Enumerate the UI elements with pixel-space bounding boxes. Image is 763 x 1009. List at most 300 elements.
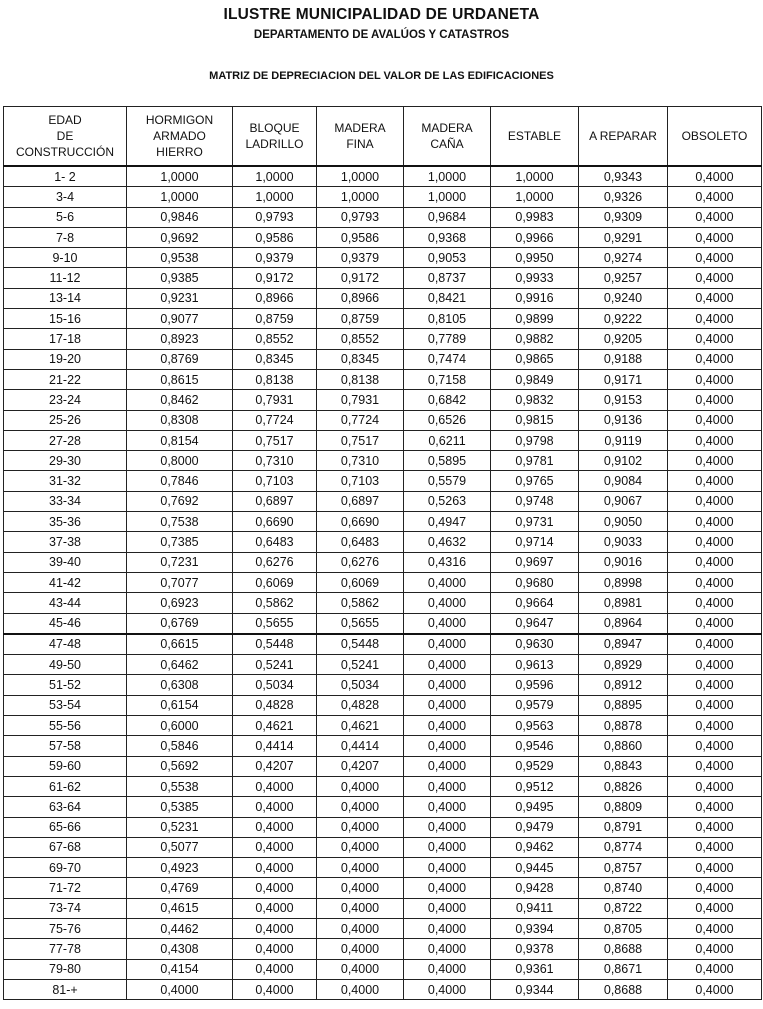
depreciation-value-cell: 0,4000 xyxy=(404,918,491,938)
depreciation-value-cell: 0,9462 xyxy=(491,837,579,857)
depreciation-value-cell: 0,4414 xyxy=(317,736,404,756)
depreciation-value-cell: 0,4000 xyxy=(404,716,491,736)
depreciation-value-cell: 0,5448 xyxy=(233,634,317,655)
depreciation-value-cell: 0,4000 xyxy=(233,837,317,857)
depreciation-value-cell: 0,6842 xyxy=(404,390,491,410)
depreciation-value-cell: 0,9495 xyxy=(491,797,579,817)
depreciation-value-cell: 0,4000 xyxy=(404,613,491,634)
depreciation-value-cell: 0,9016 xyxy=(579,552,668,572)
depreciation-value-cell: 1,0000 xyxy=(491,166,579,187)
depreciation-value-cell: 0,8774 xyxy=(579,837,668,857)
depreciation-value-cell: 0,8757 xyxy=(579,858,668,878)
depreciation-value-cell: 0,6615 xyxy=(127,634,233,655)
table-row xyxy=(4,572,762,592)
depreciation-value-cell: 0,9188 xyxy=(579,349,668,369)
depreciation-value-cell: 0,4000 xyxy=(668,675,762,695)
depreciation-value-cell: 1,0000 xyxy=(404,187,491,207)
depreciation-value-cell: 0,4000 xyxy=(668,390,762,410)
depreciation-value-cell: 0,4000 xyxy=(233,898,317,918)
table-row xyxy=(4,776,762,796)
depreciation-value-cell: 0,8308 xyxy=(127,410,233,430)
depreciation-value-cell: 0,7538 xyxy=(127,512,233,532)
depreciation-value-cell: 0,9563 xyxy=(491,716,579,736)
depreciation-value-cell: 0,8998 xyxy=(579,572,668,592)
depreciation-value-cell: 0,6069 xyxy=(317,572,404,592)
depreciation-value-cell: 0,5692 xyxy=(127,756,233,776)
table-row xyxy=(4,451,762,471)
depreciation-value-cell: 0,4154 xyxy=(127,959,233,979)
table-row xyxy=(4,390,762,410)
column-header-line: LADRILLO xyxy=(245,137,304,151)
depreciation-value-cell: 0,9428 xyxy=(491,878,579,898)
depreciation-value-cell: 0,9172 xyxy=(233,268,317,288)
depreciation-value-cell: 0,4000 xyxy=(668,858,762,878)
table-row xyxy=(4,309,762,329)
depreciation-value-cell: 0,4000 xyxy=(668,187,762,207)
depreciation-value-cell: 0,8421 xyxy=(404,288,491,308)
age-range-cell: 67-68 xyxy=(4,837,127,857)
table-row xyxy=(4,268,762,288)
depreciation-value-cell: 0,4000 xyxy=(317,797,404,817)
depreciation-value-cell: 1,0000 xyxy=(127,166,233,187)
depreciation-value-cell: 0,9231 xyxy=(127,288,233,308)
depreciation-value-cell: 0,4947 xyxy=(404,512,491,532)
depreciation-value-cell: 0,7158 xyxy=(404,369,491,389)
depreciation-value-cell: 0,4000 xyxy=(404,797,491,817)
depreciation-value-cell: 0,4462 xyxy=(127,918,233,938)
column-header-madera-cana xyxy=(404,107,491,167)
column-header-madera-fina xyxy=(317,107,404,167)
column-header-line: FINA xyxy=(346,137,374,151)
depreciation-value-cell: 0,4000 xyxy=(317,858,404,878)
column-header-line: ESTABLE xyxy=(507,129,562,143)
age-range-cell: 75-76 xyxy=(4,918,127,938)
depreciation-value-cell: 0,4000 xyxy=(233,959,317,979)
depreciation-value-cell: 0,4000 xyxy=(668,716,762,736)
depreciation-value-cell: 0,8705 xyxy=(579,918,668,938)
depreciation-value-cell: 0,4000 xyxy=(404,756,491,776)
table-row xyxy=(4,716,762,736)
column-header-line: A REPARAR xyxy=(589,129,657,143)
depreciation-value-cell: 0,5538 xyxy=(127,776,233,796)
column-header-a-reparar xyxy=(579,107,668,167)
depreciation-value-cell: 0,4000 xyxy=(404,593,491,613)
age-range-cell: 49-50 xyxy=(4,655,127,675)
column-header-line: HORMIGON xyxy=(145,113,214,127)
table-row xyxy=(4,593,762,613)
depreciation-value-cell: 0,9793 xyxy=(317,207,404,227)
age-range-cell: 3-4 xyxy=(4,187,127,207)
depreciation-value-cell: 0,6154 xyxy=(127,695,233,715)
depreciation-value-cell: 0,7310 xyxy=(317,451,404,471)
depreciation-value-cell: 0,4000 xyxy=(668,552,762,572)
depreciation-value-cell: 0,5862 xyxy=(317,593,404,613)
table-row xyxy=(4,634,762,655)
depreciation-value-cell: 0,8966 xyxy=(317,288,404,308)
depreciation-value-cell: 0,9512 xyxy=(491,776,579,796)
table-row xyxy=(4,430,762,450)
depreciation-value-cell: 0,8759 xyxy=(233,309,317,329)
depreciation-value-cell: 0,9586 xyxy=(233,227,317,247)
depreciation-value-cell: 0,9714 xyxy=(491,532,579,552)
depreciation-value-cell: 0,9882 xyxy=(491,329,579,349)
table-row xyxy=(4,410,762,430)
depreciation-value-cell: 0,8688 xyxy=(579,979,668,999)
age-range-cell: 71-72 xyxy=(4,878,127,898)
depreciation-value-cell: 0,9731 xyxy=(491,512,579,532)
depreciation-value-cell: 0,7103 xyxy=(317,471,404,491)
depreciation-value-cell: 0,4000 xyxy=(404,858,491,878)
depreciation-value-cell: 0,4000 xyxy=(233,878,317,898)
depreciation-value-cell: 0,8552 xyxy=(233,329,317,349)
depreciation-value-cell: 0,4000 xyxy=(404,959,491,979)
table-row xyxy=(4,512,762,532)
depreciation-value-cell: 0,4000 xyxy=(317,939,404,959)
depreciation-value-cell: 0,4000 xyxy=(668,959,762,979)
column-header-line: CONSTRUCCIÓN xyxy=(16,145,114,159)
age-range-cell: 55-56 xyxy=(4,716,127,736)
depreciation-value-cell: 0,4000 xyxy=(668,329,762,349)
depreciation-value-cell: 0,4000 xyxy=(668,410,762,430)
depreciation-value-cell: 1,0000 xyxy=(233,166,317,187)
depreciation-value-cell: 0,7724 xyxy=(317,410,404,430)
depreciation-value-cell: 0,4000 xyxy=(668,878,762,898)
depreciation-value-cell: 0,8759 xyxy=(317,309,404,329)
depreciation-value-cell: 0,4615 xyxy=(127,898,233,918)
age-range-cell: 39-40 xyxy=(4,552,127,572)
depreciation-value-cell: 1,0000 xyxy=(491,187,579,207)
table-row xyxy=(4,329,762,349)
depreciation-value-cell: 0,4000 xyxy=(668,430,762,450)
depreciation-value-cell: 0,4000 xyxy=(668,797,762,817)
depreciation-value-cell: 0,4207 xyxy=(233,756,317,776)
depreciation-value-cell: 0,5846 xyxy=(127,736,233,756)
depreciation-value-cell: 0,9832 xyxy=(491,390,579,410)
depreciation-value-cell: 0,6276 xyxy=(317,552,404,572)
age-range-cell: 23-24 xyxy=(4,390,127,410)
depreciation-value-cell: 0,9309 xyxy=(579,207,668,227)
depreciation-value-cell: 0,8966 xyxy=(233,288,317,308)
age-range-cell: 19-20 xyxy=(4,349,127,369)
depreciation-value-cell: 0,9102 xyxy=(579,451,668,471)
depreciation-value-cell: 0,6276 xyxy=(233,552,317,572)
table-row xyxy=(4,858,762,878)
age-range-cell: 37-38 xyxy=(4,532,127,552)
depreciation-value-cell: 0,4000 xyxy=(668,817,762,837)
table-row xyxy=(4,207,762,227)
depreciation-value-cell: 0,4923 xyxy=(127,858,233,878)
depreciation-value-cell: 0,9050 xyxy=(579,512,668,532)
depreciation-value-cell: 0,4000 xyxy=(404,695,491,715)
depreciation-value-cell: 0,6897 xyxy=(317,491,404,511)
age-range-cell: 29-30 xyxy=(4,451,127,471)
depreciation-value-cell: 0,6462 xyxy=(127,655,233,675)
age-range-cell: 25-26 xyxy=(4,410,127,430)
depreciation-value-cell: 0,6000 xyxy=(127,716,233,736)
depreciation-value-cell: 0,5655 xyxy=(233,613,317,634)
age-range-cell: 33-34 xyxy=(4,491,127,511)
column-header-obsoleto xyxy=(668,107,762,167)
depreciation-value-cell: 0,4621 xyxy=(317,716,404,736)
depreciation-value-cell: 0,4000 xyxy=(317,878,404,898)
depreciation-value-cell: 0,4000 xyxy=(668,655,762,675)
age-range-cell: 51-52 xyxy=(4,675,127,695)
table-row xyxy=(4,552,762,572)
depreciation-value-cell: 0,8105 xyxy=(404,309,491,329)
depreciation-value-cell: 0,4000 xyxy=(668,532,762,552)
table-row xyxy=(4,532,762,552)
age-range-cell: 15-16 xyxy=(4,309,127,329)
depreciation-value-cell: 0,6897 xyxy=(233,491,317,511)
depreciation-matrix-table xyxy=(3,106,762,1000)
depreciation-value-cell: 0,4000 xyxy=(404,817,491,837)
depreciation-value-cell: 0,9916 xyxy=(491,288,579,308)
depreciation-value-cell: 0,9596 xyxy=(491,675,579,695)
depreciation-value-cell: 0,9793 xyxy=(233,207,317,227)
column-header-line: BLOQUE xyxy=(249,121,300,135)
depreciation-value-cell: 0,9326 xyxy=(579,187,668,207)
depreciation-value-cell: 0,6483 xyxy=(233,532,317,552)
depreciation-value-cell: 0,4000 xyxy=(668,756,762,776)
depreciation-value-cell: 0,9053 xyxy=(404,248,491,268)
column-header-line: ARMADO xyxy=(153,129,206,143)
depreciation-value-cell: 0,9385 xyxy=(127,268,233,288)
table-row xyxy=(4,817,762,837)
depreciation-value-cell: 0,9084 xyxy=(579,471,668,491)
depreciation-value-cell: 0,9586 xyxy=(317,227,404,247)
depreciation-value-cell: 0,9781 xyxy=(491,451,579,471)
depreciation-value-cell: 0,9579 xyxy=(491,695,579,715)
column-header-line: CAÑA xyxy=(430,137,464,151)
table-row xyxy=(4,837,762,857)
age-range-cell: 35-36 xyxy=(4,512,127,532)
depreciation-value-cell: 0,4000 xyxy=(668,166,762,187)
age-range-cell: 53-54 xyxy=(4,695,127,715)
depreciation-value-cell: 0,7517 xyxy=(233,430,317,450)
age-range-cell: 7-8 xyxy=(4,227,127,247)
depreciation-value-cell: 0,9136 xyxy=(579,410,668,430)
depreciation-value-cell: 0,4000 xyxy=(404,675,491,695)
depreciation-value-cell: 0,9538 xyxy=(127,248,233,268)
table-row xyxy=(4,959,762,979)
depreciation-value-cell: 0,9077 xyxy=(127,309,233,329)
depreciation-value-cell: 0,9684 xyxy=(404,207,491,227)
depreciation-value-cell: 0,9378 xyxy=(491,939,579,959)
depreciation-value-cell: 0,9257 xyxy=(579,268,668,288)
depreciation-value-cell: 0,9171 xyxy=(579,369,668,389)
depreciation-value-cell: 0,9153 xyxy=(579,390,668,410)
depreciation-value-cell: 0,4000 xyxy=(233,918,317,938)
depreciation-value-cell: 0,9983 xyxy=(491,207,579,227)
depreciation-value-cell: 0,4000 xyxy=(233,817,317,837)
depreciation-value-cell: 0,4000 xyxy=(668,207,762,227)
table-row xyxy=(4,918,762,938)
depreciation-value-cell: 0,4000 xyxy=(668,613,762,634)
depreciation-value-cell: 0,5034 xyxy=(317,675,404,695)
depreciation-value-cell: 0,9344 xyxy=(491,979,579,999)
depreciation-value-cell: 0,9765 xyxy=(491,471,579,491)
depreciation-value-cell: 0,9664 xyxy=(491,593,579,613)
age-range-cell: 1- 2 xyxy=(4,166,127,187)
depreciation-value-cell: 0,9343 xyxy=(579,166,668,187)
table-row xyxy=(4,227,762,247)
depreciation-value-cell: 0,8688 xyxy=(579,939,668,959)
depreciation-value-cell: 0,6483 xyxy=(317,532,404,552)
depreciation-value-cell: 0,4000 xyxy=(668,593,762,613)
depreciation-value-cell: 0,4207 xyxy=(317,756,404,776)
age-range-cell: 45-46 xyxy=(4,613,127,634)
depreciation-value-cell: 1,0000 xyxy=(317,166,404,187)
depreciation-value-cell: 0,4000 xyxy=(404,979,491,999)
table-row xyxy=(4,613,762,634)
age-range-cell: 81-+ xyxy=(4,979,127,999)
table-row xyxy=(4,655,762,675)
age-range-cell: 27-28 xyxy=(4,430,127,450)
depreciation-value-cell: 0,9411 xyxy=(491,898,579,918)
depreciation-value-cell: 0,9849 xyxy=(491,369,579,389)
depreciation-value-cell: 0,6769 xyxy=(127,613,233,634)
table-header xyxy=(4,107,762,167)
column-header-line: EDAD xyxy=(48,113,82,127)
depreciation-value-cell: 0,9394 xyxy=(491,918,579,938)
age-range-cell: 17-18 xyxy=(4,329,127,349)
table-row xyxy=(4,248,762,268)
depreciation-value-cell: 0,4414 xyxy=(233,736,317,756)
document-title: ILUSTRE MUNICIPALIDAD DE URDANETA xyxy=(223,6,540,23)
depreciation-value-cell: 0,8878 xyxy=(579,716,668,736)
depreciation-value-cell: 0,4000 xyxy=(668,939,762,959)
depreciation-value-cell: 0,8826 xyxy=(579,776,668,796)
column-header-edad-de-construccion xyxy=(4,107,127,167)
age-range-cell: 11-12 xyxy=(4,268,127,288)
depreciation-value-cell: 0,4000 xyxy=(668,898,762,918)
depreciation-value-cell: 0,4000 xyxy=(668,369,762,389)
table-row xyxy=(4,898,762,918)
depreciation-value-cell: 0,5655 xyxy=(317,613,404,634)
depreciation-value-cell: 0,8923 xyxy=(127,329,233,349)
depreciation-value-cell: 0,8671 xyxy=(579,959,668,979)
header-row xyxy=(4,107,762,167)
age-range-cell: 13-14 xyxy=(4,288,127,308)
column-header-hormigon-armado-hierro xyxy=(127,107,233,167)
depreciation-value-cell: 0,9546 xyxy=(491,736,579,756)
depreciation-value-cell: 0,8843 xyxy=(579,756,668,776)
depreciation-value-cell: 0,8895 xyxy=(579,695,668,715)
age-range-cell: 79-80 xyxy=(4,959,127,979)
depreciation-value-cell: 0,4000 xyxy=(668,248,762,268)
depreciation-value-cell: 0,9692 xyxy=(127,227,233,247)
depreciation-value-cell: 0,4000 xyxy=(404,837,491,857)
depreciation-value-cell: 0,4000 xyxy=(668,349,762,369)
table-row xyxy=(4,939,762,959)
column-header-line: OBSOLETO xyxy=(681,129,748,143)
department-subtitle: DEPARTAMENTO DE AVALÚOS Y CATASTROS xyxy=(253,29,510,41)
depreciation-value-cell: 0,9680 xyxy=(491,572,579,592)
depreciation-value-cell: 0,7517 xyxy=(317,430,404,450)
depreciation-value-cell: 0,4000 xyxy=(233,939,317,959)
depreciation-value-cell: 0,5241 xyxy=(233,655,317,675)
age-range-cell: 65-66 xyxy=(4,817,127,837)
depreciation-value-cell: 0,4000 xyxy=(404,878,491,898)
depreciation-value-cell: 0,9379 xyxy=(317,248,404,268)
depreciation-value-cell: 0,9291 xyxy=(579,227,668,247)
depreciation-value-cell: 0,8740 xyxy=(579,878,668,898)
depreciation-value-cell: 0,4000 xyxy=(233,776,317,796)
depreciation-value-cell: 0,8615 xyxy=(127,369,233,389)
depreciation-value-cell: 0,7692 xyxy=(127,491,233,511)
depreciation-value-cell: 0,4000 xyxy=(404,634,491,655)
depreciation-value-cell: 0,8722 xyxy=(579,898,668,918)
depreciation-value-cell: 0,4000 xyxy=(233,979,317,999)
depreciation-value-cell: 0,8000 xyxy=(127,451,233,471)
depreciation-value-cell: 0,7077 xyxy=(127,572,233,592)
age-range-cell: 63-64 xyxy=(4,797,127,817)
depreciation-value-cell: 0,4000 xyxy=(317,776,404,796)
depreciation-value-cell: 0,9119 xyxy=(579,430,668,450)
depreciation-value-cell: 1,0000 xyxy=(233,187,317,207)
table-row xyxy=(4,756,762,776)
depreciation-value-cell: 0,4000 xyxy=(668,512,762,532)
depreciation-value-cell: 0,9630 xyxy=(491,634,579,655)
age-range-cell: 31-32 xyxy=(4,471,127,491)
table-row xyxy=(4,349,762,369)
depreciation-value-cell: 0,4828 xyxy=(233,695,317,715)
table-row xyxy=(4,166,762,187)
depreciation-value-cell: 0,5448 xyxy=(317,634,404,655)
depreciation-value-cell: 0,9479 xyxy=(491,817,579,837)
depreciation-value-cell: 0,8138 xyxy=(233,369,317,389)
depreciation-value-cell: 0,8345 xyxy=(317,349,404,369)
age-range-cell: 61-62 xyxy=(4,776,127,796)
depreciation-value-cell: 0,4000 xyxy=(317,837,404,857)
depreciation-value-cell: 0,9361 xyxy=(491,959,579,979)
depreciation-value-cell: 0,7310 xyxy=(233,451,317,471)
depreciation-value-cell: 0,5263 xyxy=(404,491,491,511)
depreciation-value-cell: 0,6308 xyxy=(127,675,233,695)
depreciation-value-cell: 0,5385 xyxy=(127,797,233,817)
depreciation-value-cell: 0,8345 xyxy=(233,349,317,369)
table-row xyxy=(4,675,762,695)
depreciation-value-cell: 0,8809 xyxy=(579,797,668,817)
column-header-estable xyxy=(491,107,579,167)
depreciation-value-cell: 0,6526 xyxy=(404,410,491,430)
depreciation-value-cell: 0,5077 xyxy=(127,837,233,857)
column-header-line: HIERRO xyxy=(156,145,203,159)
depreciation-value-cell: 0,4000 xyxy=(668,572,762,592)
depreciation-value-cell: 0,5034 xyxy=(233,675,317,695)
depreciation-value-cell: 0,4828 xyxy=(317,695,404,715)
depreciation-value-cell: 0,6069 xyxy=(233,572,317,592)
table-title: MATRIZ DE DEPRECIACION DEL VALOR DE LAS EDIFICACIONES xyxy=(209,70,554,82)
depreciation-value-cell: 1,0000 xyxy=(404,166,491,187)
age-range-cell: 47-48 xyxy=(4,634,127,655)
depreciation-value-cell: 0,8860 xyxy=(579,736,668,756)
depreciation-value-cell: 0,8929 xyxy=(579,655,668,675)
depreciation-value-cell: 0,9445 xyxy=(491,858,579,878)
depreciation-value-cell: 0,4000 xyxy=(668,634,762,655)
depreciation-value-cell: 1,0000 xyxy=(317,187,404,207)
depreciation-value-cell: 0,4000 xyxy=(404,898,491,918)
depreciation-value-cell: 0,4308 xyxy=(127,939,233,959)
table-row xyxy=(4,491,762,511)
depreciation-value-cell: 0,6211 xyxy=(404,430,491,450)
depreciation-value-cell: 0,9368 xyxy=(404,227,491,247)
depreciation-value-cell: 0,8947 xyxy=(579,634,668,655)
table-row xyxy=(4,797,762,817)
depreciation-value-cell: 0,4621 xyxy=(233,716,317,736)
depreciation-value-cell: 0,8769 xyxy=(127,349,233,369)
depreciation-value-cell: 0,9529 xyxy=(491,756,579,776)
